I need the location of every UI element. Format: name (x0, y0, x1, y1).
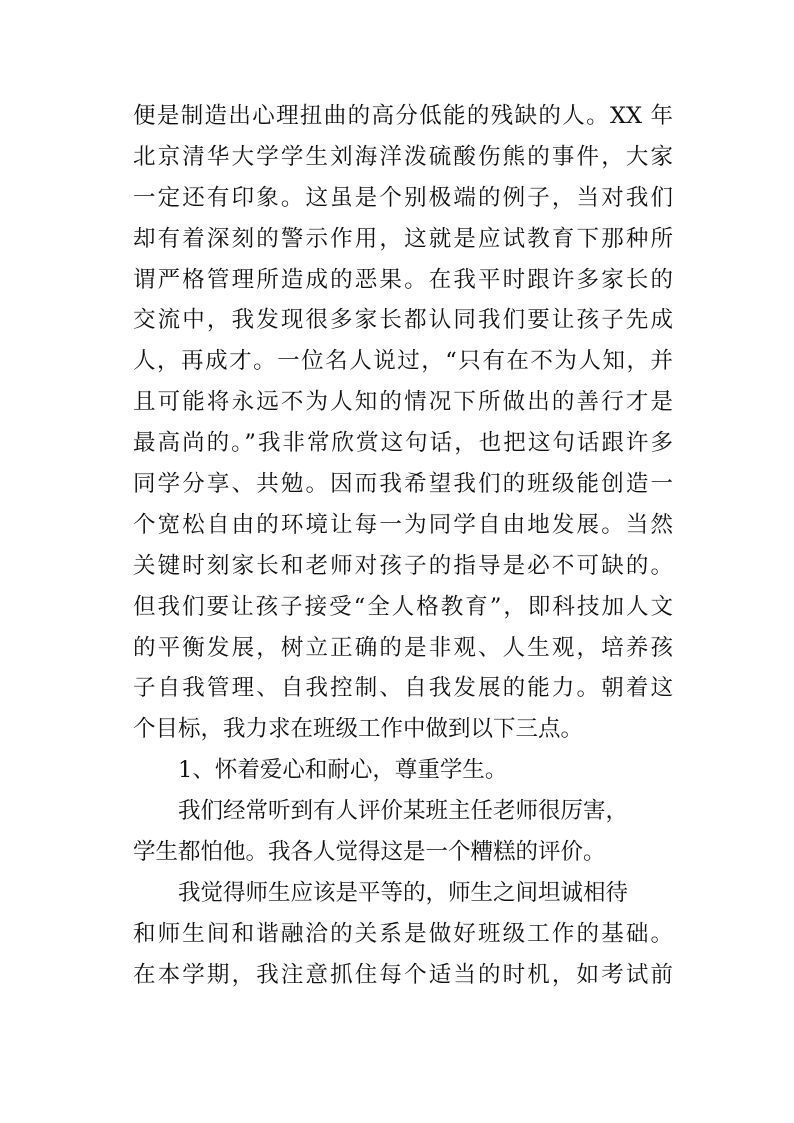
text-line: 和师生间和谐融洽的关系是做好班级工作的基础。 (133, 920, 673, 947)
text-line: 的平衡发展，树立正确的是非观、人生观，培养孩 (133, 634, 673, 661)
text-line: 便是制造出心理扭曲的高分低能的残缺的人。XX 年 (133, 103, 673, 129)
paragraph-end-line: 学生都怕他。我各人觉得这是一个糟糕的评价。 (133, 839, 606, 866)
text-line: 交流中，我发现很多家长都认同我们要让孩子先成 (133, 307, 673, 334)
text-line: 同学分享、共勉。因而我希望我们的班级能创造一 (133, 471, 673, 498)
text-line: 人，再成才。一位名人说过，“只有在不为人知，并 (133, 348, 673, 375)
text-line: 但我们要让孩子接受“全人格教育”，即科技加人文 (133, 593, 673, 620)
text-line: 却有着深刻的警示作用，这就是应试教育下那种所 (133, 225, 673, 252)
text-line: 个宽松自由的环境让每一为同学自由地发展。当然 (133, 511, 673, 538)
text-line: 谓严格管理所造成的恶果。在我平时跟许多家长的 (133, 266, 673, 293)
section-heading: 1、怀着爱心和耐心，尊重学生。 (178, 757, 508, 784)
paragraph-end-line: 个目标，我力求在班级工作中做到以下三点。 (133, 716, 584, 743)
body-text (133, 96, 673, 996)
text-line: 一定还有印象。这虽是个别极端的例子，当对我们 (133, 184, 673, 211)
text-line: 最高尚的。”我非常欣赏这句话，也把这句话跟许多 (133, 430, 673, 457)
text-line: 在本学期，我注意抓住每个适当的时机，如考试前 (133, 961, 673, 988)
text-line: 子自我管理、自我控制、自我发展的能力。朝着这 (133, 675, 673, 702)
paragraph-first-line: 我们经常听到有人评价某班主任老师很厉害， (178, 798, 629, 825)
text-line: 北京清华大学学生刘海洋泼硫酸伤熊的事件，大家 (133, 143, 673, 170)
text-line: 关键时刻家长和老师对孩子的指导是必不可缺的。 (133, 552, 673, 579)
paragraph-first-line: 我觉得师生应该是平等的，师生之间坦诚相待 (178, 879, 629, 906)
text-line: 且可能将永远不为人知的情况下所做出的善行才是 (133, 389, 673, 416)
